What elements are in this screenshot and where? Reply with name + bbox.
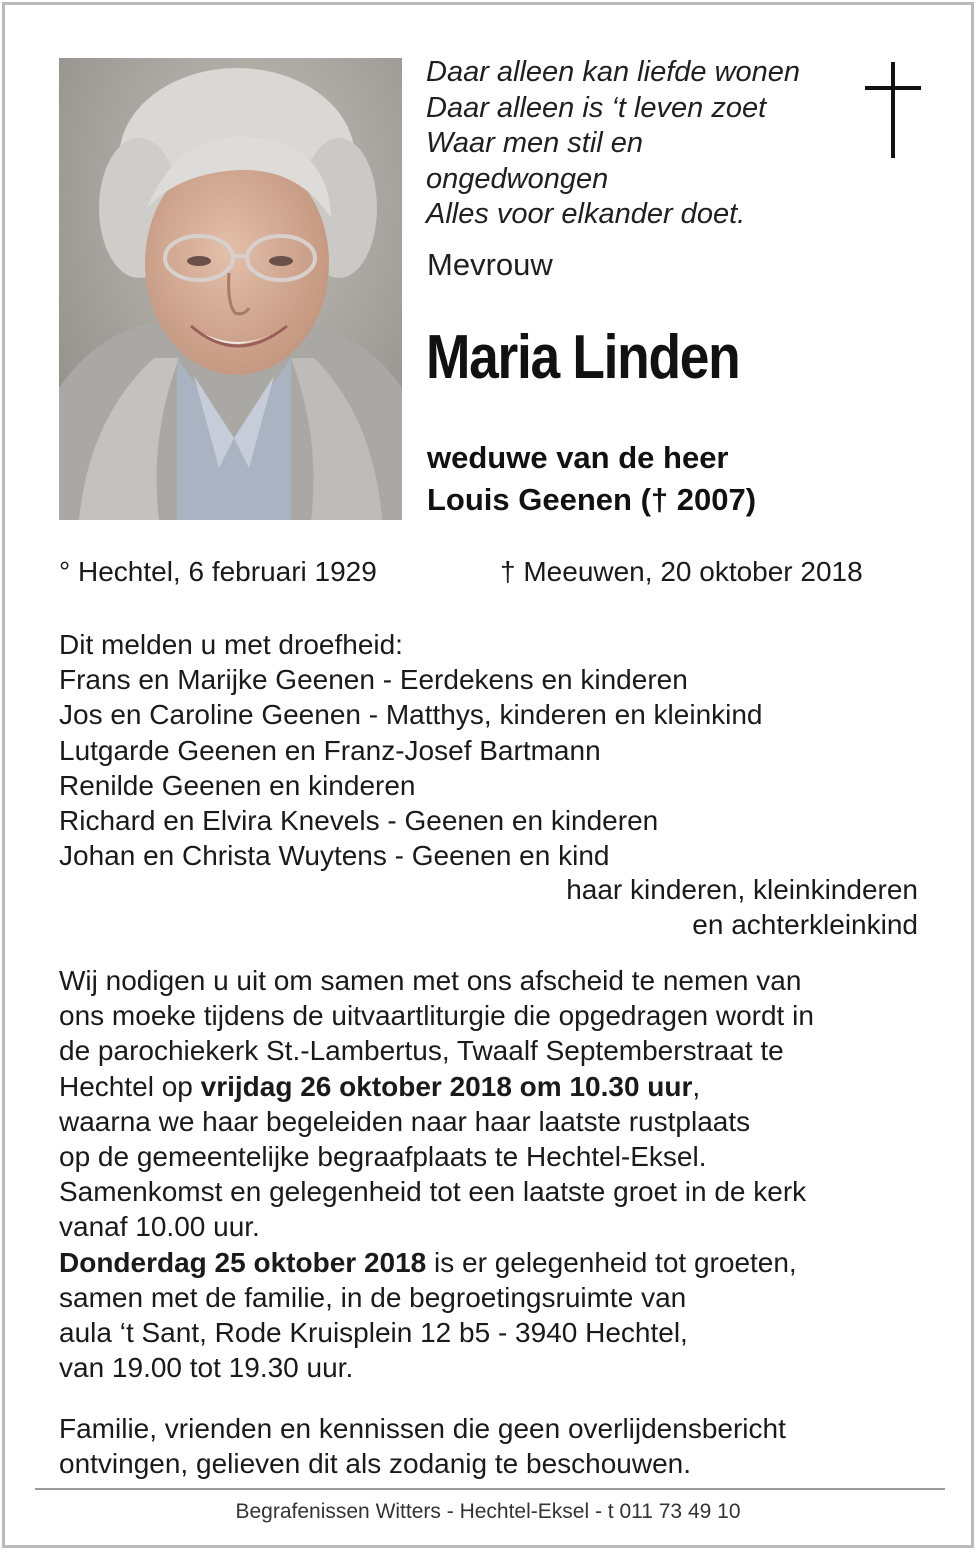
visitation-date: Donderdag 25 oktober 2018 xyxy=(59,1246,427,1278)
funeral-line xyxy=(59,1069,814,1104)
visitation-line: aula ‘t Sant, Rode Kruisplein 12 b5 - 3940 Hechtel, xyxy=(59,1317,688,1349)
notice xyxy=(59,1411,786,1481)
poem-line: Alles voor elkander doet. xyxy=(426,198,746,230)
portrait-photo xyxy=(59,58,402,520)
notice-line: ontvingen, gelieven dit als zodanig te beschouwen. xyxy=(59,1448,691,1480)
visitation-line: van 19.00 tot 19.30 uur. xyxy=(59,1352,354,1384)
funeral-line: waarna we haar begeleiden naar haar laatste rustplaats xyxy=(59,1105,751,1137)
funeral-line: Samenkomst en gelegenheid tot een laatste groet in de kerk xyxy=(59,1176,807,1208)
spouse-line: Louis Geenen († 2007) xyxy=(427,482,757,517)
poem-line: Waar men stil en xyxy=(426,127,644,159)
visitation-text: is er gelegenheid tot groeten, xyxy=(426,1246,797,1278)
poem-line: ongedwongen xyxy=(426,162,609,195)
poem-line: Daar alleen kan liefde wonen xyxy=(426,56,801,88)
funeral-line: vanaf 10.00 uur. xyxy=(59,1211,260,1243)
family-line: Lutgarde Geenen en Franz-Josef Bartmann xyxy=(59,734,601,766)
funeral-date: vrijdag 26 oktober 2018 om 10.30 uur xyxy=(200,1070,693,1102)
death-info: † Meeuwen, 20 oktober 2018 xyxy=(500,556,863,587)
visitation-line: samen met de familie, in de begroetingsruimte van xyxy=(59,1281,687,1313)
birth-info: ° Hechtel, 6 februari 1929 xyxy=(59,556,377,587)
family-line: Frans en Marijke Geenen - Eerdekens en kinderen xyxy=(59,664,688,696)
spouse-info xyxy=(427,437,756,521)
funeral-line: de parochiekerk St.-Lambertus, Twaalf Septemberstraat te xyxy=(59,1035,784,1067)
visitation-line xyxy=(59,1245,814,1280)
notice-line: Familie, vrienden en kennissen die geen overlijdensbericht xyxy=(59,1413,786,1444)
funeral-text: , xyxy=(692,1070,701,1102)
divider xyxy=(35,1488,945,1490)
closing-line: haar kinderen, kleinkinderen xyxy=(566,874,918,905)
funeral-line: ons moeke tijdens de uitvaartliturgie die opgedragen wordt in xyxy=(59,1000,814,1032)
announcement-intro: Dit melden u met droefheid: xyxy=(59,629,403,660)
closing-line: en achterkleinkind xyxy=(692,909,918,940)
funeral-text: Hechtel op xyxy=(59,1070,201,1102)
poem-line: Daar alleen is ‘t leven zoet xyxy=(426,91,767,124)
family-line: Renilde Geenen en kinderen xyxy=(59,769,416,801)
cross-icon xyxy=(862,62,924,160)
funeral-home-footer: Begrafenissen Witters - Hechtel-Eksel - t 011 73 49 10 xyxy=(235,1500,741,1523)
funeral-line: Wij nodigen u uit om samen met ons afscheid te nemen van xyxy=(59,965,802,996)
funeral-line: op de gemeentelijke begraafplaats te Hechtel-Eksel. xyxy=(59,1141,707,1173)
announcement xyxy=(59,627,763,873)
funeral-details xyxy=(59,963,814,1385)
family-line: Richard en Elvira Knevels - Geenen en kinderen xyxy=(59,805,659,837)
family-line: Johan en Christa Wuytens - Geenen en kind xyxy=(59,840,610,872)
honorific: Mevrouw xyxy=(427,247,553,282)
deceased-name: Maria Linden xyxy=(426,323,740,392)
family-line: Jos en Caroline Geenen - Matthys, kinderen en kleinkind xyxy=(59,699,763,731)
spouse-line: weduwe van de heer xyxy=(427,440,729,475)
memorial-poem xyxy=(426,55,800,233)
